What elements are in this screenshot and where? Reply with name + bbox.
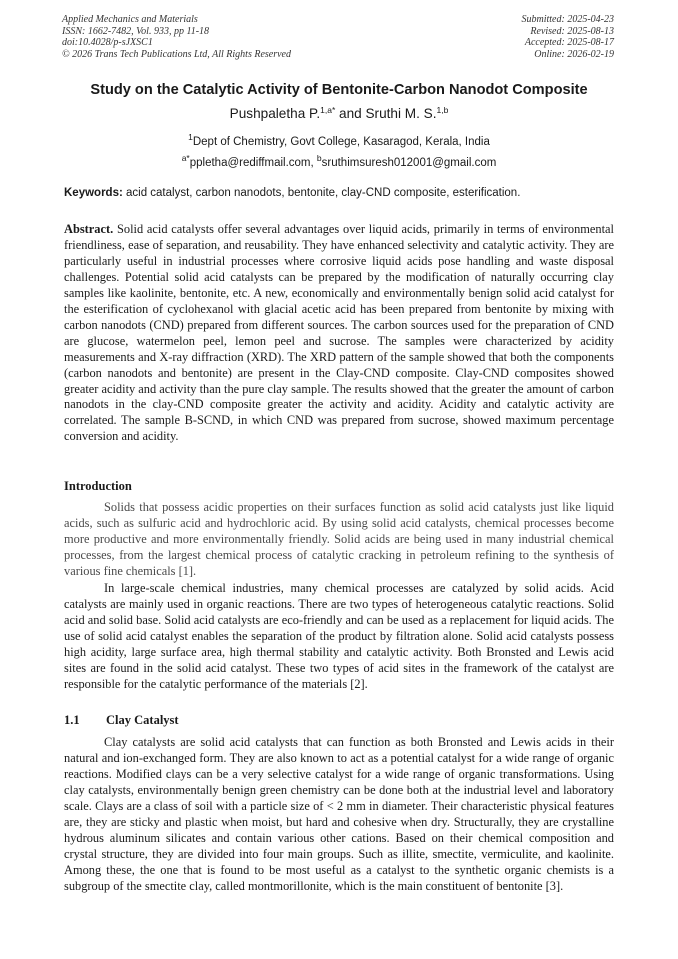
copyright-line: © 2026 Trans Tech Publications Ltd, All Rights Reserved: [62, 48, 291, 60]
affiliation: Dept of Chemistry, Govt College, Kasaragod, Kerala, India: [192, 136, 490, 148]
email-2[interactable]: sruthimsuresh012001@gmail.com: [321, 157, 497, 169]
introduction-heading: Introduction: [64, 479, 132, 493]
email-1-mark: a*: [181, 153, 190, 163]
issn-line: ISSN: 1662-7482, Vol. 933, pp 11-18: [62, 25, 210, 37]
author-2-affiliation-mark: 1,b: [436, 105, 449, 115]
online-date: Online: 2026-02-19: [534, 48, 614, 60]
affiliation-line: [30, 132, 648, 148]
section-title: Clay Catalyst: [106, 713, 179, 727]
abstract-label: Abstract.: [64, 222, 114, 236]
email-1[interactable]: ppletha@rediffmail.com,: [189, 157, 317, 169]
email-2-mark: b: [316, 153, 322, 163]
author-line: [30, 105, 648, 121]
introduction-paragraph-2: In large-scale chemical industries, many chemical processes are catalyzed by solid acids. Acid catalysts are mainly used in organic reactions. There are two types of heterogeneous catalytic reactions. Solid acid and solid base. Solid acid catalysts are eco-friendly and can be used as a replacement for liquid acids. The use of solid acid catalyst enables the separation of the product by filtration alone. Solid acid catalysts possess high acidity, large surface area, high thermal stability and catalytic activity. Both Bronsted and Lewis acid sites are found in the solid acid catalyst. These two types of acid sites in the framework of the catalyst are responsible for the catalytic performance of the materials [2].: [64, 581, 614, 691]
section-number: 1.1: [64, 713, 80, 727]
clay-catalyst-paragraph: Clay catalysts are solid acid catalysts that can function as both Bronsted and Lewis acids in their natural and ion-exchanged form. They are also known to act as a potential catalyst for a wide range of organic reactions. Modified clays can be a very selective catalyst for a wide range of organic transformations. Using clay catalysts, environmentally benign green chemistry can be done both at the industrial level and laboratory scale. Clays are a class of soil with a particle size of < 2 mm in diameter. Their characteristic physical features are, they are sticky and plastic when moist, but hard and cohesive when dry. Structurally, they are crystalline hydrous aluminum silicates and contain various other cations. Based on their chemical composition and crystal structure, they are divided into four main groups. Such as illite, smectite, vermiculite, and kaolinite. Among these, the one that is found to be most useful as a catalyst to the synthetic organic chemists is a subgroup of the smectite clay, called montmorillonite, which is the main constituent of bentonite [3].: [64, 735, 614, 893]
journal-name: Applied Mechanics and Materials: [62, 14, 198, 25]
accepted-date: Accepted: 2025-08-17: [524, 37, 614, 49]
email-line: [30, 153, 648, 169]
paper-title: Study on the Catalytic Activity of Bentonite-Carbon Nanodot Composite: [90, 82, 588, 98]
journal-header-left: [62, 14, 291, 60]
abstract-paragraph: [64, 222, 614, 445]
author-1: Pushpaletha P.: [229, 106, 321, 121]
affiliation-mark: 1: [188, 132, 193, 142]
doi-line: doi:10.4028/p-sJXSC1: [62, 37, 153, 49]
author-2: Sruthi M. S.: [365, 106, 437, 121]
abstract-text: Solid acid catalysts offer several advantages over liquid acids, primarily in terms of environmental friendliness, ease of separation, and reusability. They have enhanced selectivity and catalytic activity. They are particularly useful in industrial processes where corrosive liquid acids pose handling and waste disposal challenges. Potential solid acid catalysts can be prepared by the modification of naturally occurring clay samples like kaolinite, bentonite, etc. A new, economically and environmentally benign solid acid catalyst for the esterification of cyclohexanol with glacial acetic acid has been prepared from bentonite by mixing with carbon nanodots (CND) prepared from different sources. The carbon sources used for the preparation of CND are glucose, watermelon peel, lemon peel and sucrose. The samples were characterized by acidity measurements and X-ray diffraction (XRD). The XRD pattern of the sample showed that both the components (carbon nanodots and bentonite) are present in the Clay-CND composite. Clay-CND composites showed greater acidity and activity than the pure clay sample. The results showed that the greater the amount of carbon nanodots in the clay-CND composite greater the activity and acidity. Acidity and catalytic activity are correlated. The sample B-SCND, in which CND was prepared from sucrose, showed maximum percentage conversion and acidity.: [64, 222, 614, 444]
submitted-date: Submitted: 2025-04-23: [521, 14, 614, 25]
keywords-line: [64, 187, 614, 199]
revised-date: Revised: 2025-08-13: [530, 25, 614, 37]
author-and: and: [335, 106, 366, 121]
journal-header-right: [522, 14, 615, 60]
clay-catalyst-heading: [64, 713, 179, 728]
keywords-label: Keywords:: [64, 187, 123, 199]
keywords-text: acid catalyst, carbon nanodots, bentonite, clay-CND composite, esterification.: [122, 187, 521, 199]
introduction-paragraph-1: Solids that possess acidic properties on their surfaces function as solid acid catalysts just like liquid acids, such as sulfuric acid and hydrochloric acid. By using solid acid catalysts, chemical processes become more productive and more environmentally friendly. Solid acids are being used in many industrial chemical processes, from the largest chemical process of catalytic cracking in petroleum refining to the synthesis of various fine chemicals [1].: [64, 500, 614, 578]
author-1-affiliation-mark: 1,a*: [320, 105, 336, 115]
